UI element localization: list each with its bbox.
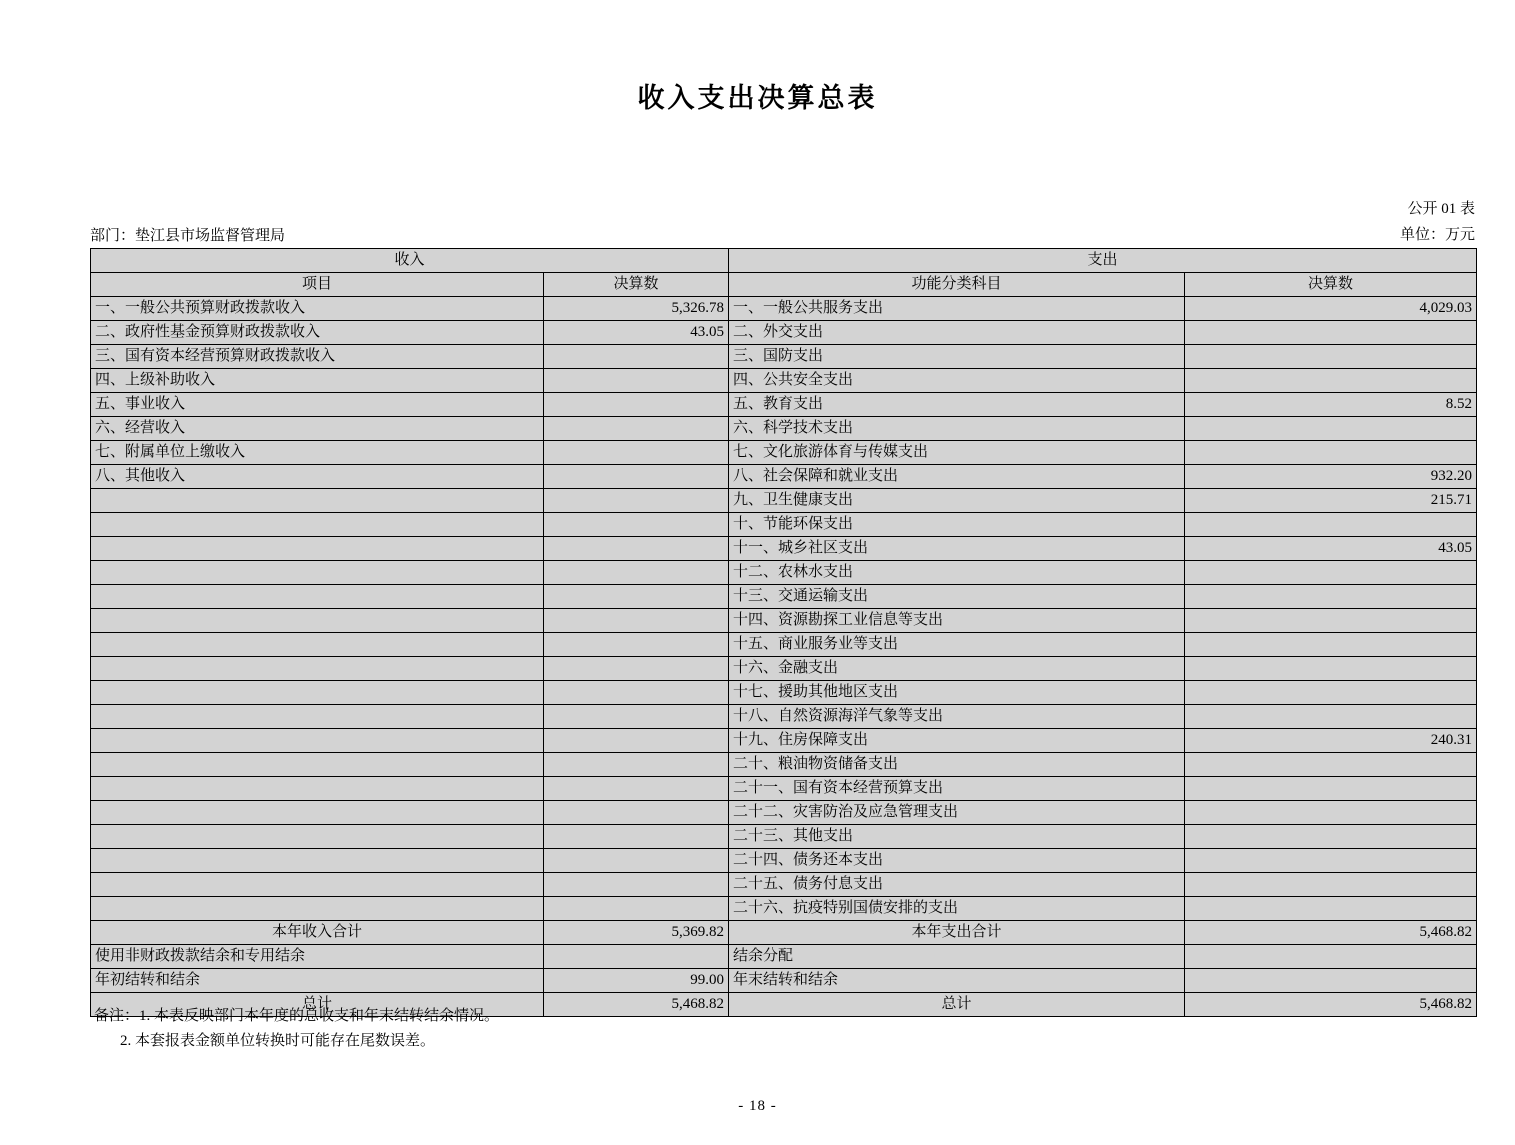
expense-amount-cell — [1185, 873, 1477, 897]
income-amount-cell — [544, 873, 729, 897]
expense-item-cell: 二、外交支出 — [729, 321, 1185, 345]
expense-item-cell: 十二、农林水支出 — [729, 561, 1185, 585]
expense-item-cell: 一、一般公共服务支出 — [729, 297, 1185, 321]
expense-amount-cell — [1185, 849, 1477, 873]
table-row — [91, 441, 1477, 465]
expense-item-cell: 二十、粮油物资储备支出 — [729, 753, 1185, 777]
income-item-cell: 五、事业收入 — [91, 393, 544, 417]
table-row — [91, 489, 1477, 513]
income-item-cell — [91, 849, 544, 873]
income-group-header: 收入 — [91, 249, 729, 273]
income-summary-amount — [544, 945, 729, 969]
income-summary-label: 使用非财政拨款结余和专用结余 — [91, 945, 544, 969]
expense-amount-cell — [1185, 753, 1477, 777]
table-row — [91, 297, 1477, 321]
income-item-cell — [91, 873, 544, 897]
income-amount-cell — [544, 561, 729, 585]
expense-item-cell: 十六、金融支出 — [729, 657, 1185, 681]
income-summary-amount: 5,468.82 — [544, 993, 729, 1017]
income-item-cell — [91, 537, 544, 561]
income-amount-cell — [544, 633, 729, 657]
expense-amount-cell — [1185, 777, 1477, 801]
table-row — [91, 369, 1477, 393]
table-row — [91, 705, 1477, 729]
expense-item-cell: 八、社会保障和就业支出 — [729, 465, 1185, 489]
income-item-cell — [91, 681, 544, 705]
document-page — [0, 76, 1515, 1145]
expense-item-cell: 十九、住房保障支出 — [729, 729, 1185, 753]
expense-summary-label: 总计 — [729, 993, 1185, 1017]
income-amount-cell — [544, 465, 729, 489]
expense-amount-cell: 4,029.03 — [1185, 297, 1477, 321]
income-item-cell: 二、政府性基金预算财政拨款收入 — [91, 321, 544, 345]
expense-amount-cell — [1185, 681, 1477, 705]
income-summary-label: 本年收入合计 — [91, 921, 544, 945]
expense-amount-cell — [1185, 345, 1477, 369]
table-row — [91, 657, 1477, 681]
expense-item-cell: 四、公共安全支出 — [729, 369, 1185, 393]
income-amount-cell — [544, 897, 729, 921]
expense-amount-cell — [1185, 441, 1477, 465]
note-line-2: 2. 本套报表金额单位转换时可能存在尾数误差。 — [120, 1033, 436, 1049]
income-amount-cell — [544, 537, 729, 561]
expense-item-cell: 九、卫生健康支出 — [729, 489, 1185, 513]
income-summary-label: 总计 — [91, 993, 544, 1017]
income-item-cell — [91, 657, 544, 681]
table-row — [91, 513, 1477, 537]
expense-item-cell: 十四、资源勘探工业信息等支出 — [729, 609, 1185, 633]
expense-item-cell: 十、节能环保支出 — [729, 513, 1185, 537]
expense-summary-amount: 5,468.82 — [1185, 921, 1477, 945]
income-item-cell: 七、附属单位上缴收入 — [91, 441, 544, 465]
expense-amount-cell — [1185, 561, 1477, 585]
income-item-cell — [91, 705, 544, 729]
income-item-cell — [91, 513, 544, 537]
income-amount-cell — [544, 777, 729, 801]
page-number: - 18 - — [738, 1098, 777, 1114]
table-summary-row — [91, 969, 1477, 993]
income-amount-cell — [544, 393, 729, 417]
table-row — [91, 585, 1477, 609]
income-item-cell — [91, 633, 544, 657]
income-item-cell — [91, 777, 544, 801]
expense-amount-cell: 43.05 — [1185, 537, 1477, 561]
table-row — [91, 417, 1477, 441]
expense-item-cell: 二十五、债务付息支出 — [729, 873, 1185, 897]
income-amount-cell — [544, 657, 729, 681]
expense-summary-amount: 5,468.82 — [1185, 993, 1477, 1017]
income-amount-cell: 5,326.78 — [544, 297, 729, 321]
income-amount-cell — [544, 753, 729, 777]
income-item-cell — [91, 753, 544, 777]
expense-group-header: 支出 — [729, 249, 1477, 273]
expense-item-cell: 二十四、债务还本支出 — [729, 849, 1185, 873]
table-row — [91, 681, 1477, 705]
expense-item-cell: 七、文化旅游体育与传媒支出 — [729, 441, 1185, 465]
income-item-cell: 四、上级补助收入 — [91, 369, 544, 393]
income-amount-cell — [544, 729, 729, 753]
expense-item-cell: 二十三、其他支出 — [729, 825, 1185, 849]
income-item-cell — [91, 729, 544, 753]
expense-item-header: 功能分类科目 — [729, 273, 1185, 297]
table-row — [91, 753, 1477, 777]
expense-amount-cell — [1185, 369, 1477, 393]
expense-amount-cell: 932.20 — [1185, 465, 1477, 489]
table-row — [91, 465, 1477, 489]
expense-amount-cell: 215.71 — [1185, 489, 1477, 513]
expense-item-cell: 三、国防支出 — [729, 345, 1185, 369]
note-line-1: 备注：1. 本表反映部门本年度的总收支和年末结转结余情况。 — [94, 1008, 500, 1024]
expense-item-cell: 十五、商业服务业等支出 — [729, 633, 1185, 657]
expense-summary-label: 结余分配 — [729, 945, 1185, 969]
table-summary-row — [91, 945, 1477, 969]
income-item-cell: 八、其他收入 — [91, 465, 544, 489]
income-amount-cell — [544, 489, 729, 513]
income-amount-cell — [544, 825, 729, 849]
income-amount-cell — [544, 681, 729, 705]
expense-item-cell: 二十二、灾害防治及应急管理支出 — [729, 801, 1185, 825]
page-title: 收入支出决算总表 — [637, 83, 878, 114]
expense-amount-cell: 240.31 — [1185, 729, 1477, 753]
income-item-cell: 六、经营收入 — [91, 417, 544, 441]
income-amount-cell — [544, 369, 729, 393]
table-row — [91, 897, 1477, 921]
expense-item-cell: 十七、援助其他地区支出 — [729, 681, 1185, 705]
income-amount-cell — [544, 801, 729, 825]
income-summary-amount: 99.00 — [544, 969, 729, 993]
income-amount-header: 决算数 — [544, 273, 729, 297]
table-row — [91, 849, 1477, 873]
income-amount-cell — [544, 441, 729, 465]
expense-summary-amount — [1185, 945, 1477, 969]
expense-amount-cell — [1185, 897, 1477, 921]
expense-amount-cell — [1185, 609, 1477, 633]
income-item-cell — [91, 897, 544, 921]
income-item-cell — [91, 561, 544, 585]
table-row — [91, 825, 1477, 849]
expense-amount-cell — [1185, 705, 1477, 729]
table-row — [91, 537, 1477, 561]
expense-item-cell: 十一、城乡社区支出 — [729, 537, 1185, 561]
table-column-header-row — [91, 273, 1477, 297]
table-row — [91, 777, 1477, 801]
income-amount-cell — [544, 417, 729, 441]
expense-amount-cell — [1185, 825, 1477, 849]
expense-amount-cell — [1185, 657, 1477, 681]
income-summary-amount: 5,369.82 — [544, 921, 729, 945]
table-row — [91, 609, 1477, 633]
expense-item-cell: 五、教育支出 — [729, 393, 1185, 417]
table-group-header-row — [91, 249, 1477, 273]
income-item-cell — [91, 825, 544, 849]
expense-item-cell: 六、科学技术支出 — [729, 417, 1185, 441]
expense-item-cell: 十三、交通运输支出 — [729, 585, 1185, 609]
income-amount-cell: 43.05 — [544, 321, 729, 345]
expense-item-cell: 二十六、抗疫特别国债安排的支出 — [729, 897, 1185, 921]
expense-amount-cell — [1185, 585, 1477, 609]
sheet-number: 公开 01 表 — [1407, 201, 1475, 217]
amount-unit: 单位：万元 — [1399, 227, 1475, 243]
expense-summary-label: 本年支出合计 — [729, 921, 1185, 945]
department-label: 部门：垫江县市场监督管理局 — [90, 228, 286, 244]
expense-amount-cell — [1185, 417, 1477, 441]
budget-summary-table — [90, 248, 1477, 1017]
income-item-cell — [91, 801, 544, 825]
income-amount-cell — [544, 609, 729, 633]
expense-summary-amount — [1185, 969, 1477, 993]
expense-amount-cell — [1185, 513, 1477, 537]
income-item-cell — [91, 585, 544, 609]
expense-item-cell: 二十一、国有资本经营预算支出 — [729, 777, 1185, 801]
income-item-cell: 一、一般公共预算财政拨款收入 — [91, 297, 544, 321]
table-row — [91, 633, 1477, 657]
income-item-cell: 三、国有资本经营预算财政拨款收入 — [91, 345, 544, 369]
table-row — [91, 393, 1477, 417]
expense-amount-cell — [1185, 321, 1477, 345]
expense-amount-cell — [1185, 801, 1477, 825]
table-row — [91, 345, 1477, 369]
expense-amount-cell — [1185, 633, 1477, 657]
table-row — [91, 729, 1477, 753]
income-summary-label: 年初结转和结余 — [91, 969, 544, 993]
table-summary-row — [91, 921, 1477, 945]
expense-amount-header: 决算数 — [1185, 273, 1477, 297]
table-notes — [94, 1004, 499, 1054]
income-amount-cell — [544, 705, 729, 729]
income-item-header: 项目 — [91, 273, 544, 297]
table-row — [91, 873, 1477, 897]
table-row — [91, 321, 1477, 345]
expense-item-cell: 十八、自然资源海洋气象等支出 — [729, 705, 1185, 729]
income-item-cell — [91, 609, 544, 633]
income-amount-cell — [544, 585, 729, 609]
expense-summary-label: 年末结转和结余 — [729, 969, 1185, 993]
expense-amount-cell: 8.52 — [1185, 393, 1477, 417]
income-amount-cell — [544, 849, 729, 873]
table-row — [91, 561, 1477, 585]
income-amount-cell — [544, 345, 729, 369]
income-amount-cell — [544, 513, 729, 537]
income-item-cell — [91, 489, 544, 513]
table-row — [91, 801, 1477, 825]
